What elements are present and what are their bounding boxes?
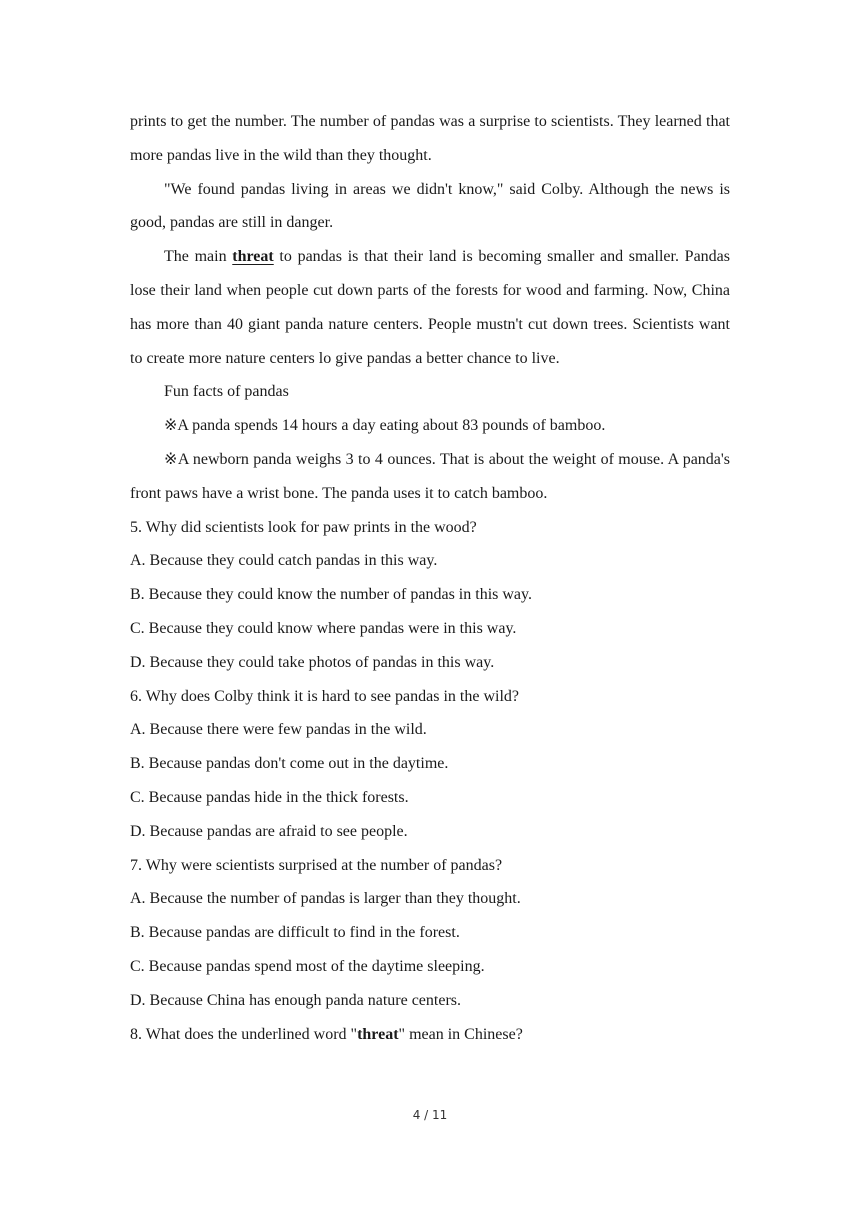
option-c: C. Because they could know where pandas were in this way. xyxy=(130,619,517,637)
document-body xyxy=(130,105,730,1051)
question-7 xyxy=(130,849,730,1018)
option-d: D. Because China has enough panda nature centers. xyxy=(130,991,461,1009)
fun-fact-1: ※A panda spends 14 hours a day eating about 83 pounds of bamboo. xyxy=(164,417,606,435)
passage-paragraph-1: prints to get the number. The number of pandas was a surprise to scientists. They learned that more pandas live in the wild than they thought. xyxy=(130,113,730,164)
passage-paragraph-3 xyxy=(130,240,730,375)
question-5 xyxy=(130,511,730,680)
passage-paragraph-2: "We found pandas living in areas we didn't know," said Colby. Although the news is good, pandas are still in danger. xyxy=(130,180,730,232)
paragraph-3-rest: to pandas is that their land is becoming smaller and smaller. Pandas lose their land when people cut down parts of the forests for wood and farming. Now, China has more than 40 giant panda nature centers. People mustn't cut down trees. Scientists want to create more nature centers lo give pandas a better chance to live. xyxy=(130,248,730,367)
option-b: B. Because pandas don't come out in the daytime. xyxy=(130,755,449,773)
option-b: B. Because pandas are difficult to find in the forest. xyxy=(130,924,460,942)
underlined-word-threat: threat xyxy=(232,248,274,266)
question-8-start: 8. What does the underlined word " xyxy=(130,1025,358,1043)
fun-fact-2: ※A newborn panda weighs 3 to 4 ounces. That is about the weight of mouse. A panda's front paws have a wrist bone. The panda uses it to catch bamboo. xyxy=(130,450,730,502)
paragraph-3-start: The main xyxy=(164,248,233,266)
option-a: A. Because there were few pandas in the wild. xyxy=(130,721,427,739)
option-a: A. Because the number of pandas is larger than they thought. xyxy=(130,890,521,908)
question-8-end: " mean in Chinese? xyxy=(398,1025,523,1043)
page-number: 4 / 11 xyxy=(412,1108,448,1122)
question-text: 5. Why did scientists look for paw prints in the wood? xyxy=(130,518,477,536)
option-b: B. Because they could know the number of pandas in this way. xyxy=(130,586,532,604)
bold-word-threat: threat xyxy=(357,1025,399,1043)
question-text: 6. Why does Colby think it is hard to see pandas in the wild? xyxy=(130,687,519,705)
option-c: C. Because pandas spend most of the daytime sleeping. xyxy=(130,957,485,975)
question-8 xyxy=(130,1018,730,1052)
question-text: 7. Why were scientists surprised at the number of pandas? xyxy=(130,856,503,874)
option-a: A. Because they could catch pandas in this way. xyxy=(130,552,438,570)
option-d: D. Because pandas are afraid to see people. xyxy=(130,822,408,840)
fun-facts-heading: Fun facts of pandas xyxy=(164,383,289,401)
option-d: D. Because they could take photos of pandas in this way. xyxy=(130,653,495,671)
question-6 xyxy=(130,680,730,849)
option-c: C. Because pandas hide in the thick forests. xyxy=(130,788,409,806)
